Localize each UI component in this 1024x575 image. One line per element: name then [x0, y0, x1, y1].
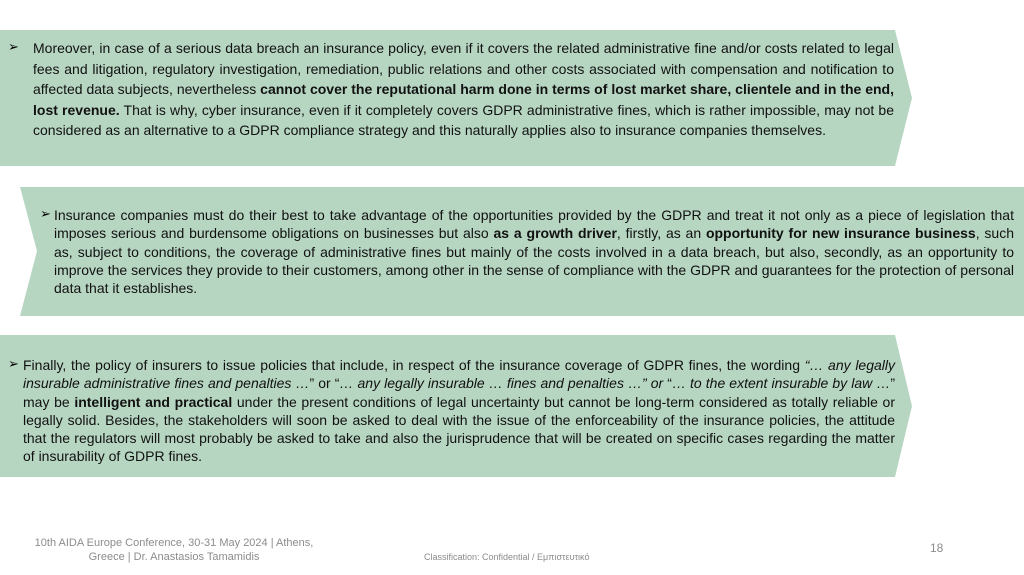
text-segment: Insurance companies must do their best to take advantage of the opportunities provided by the GDPR and treat it not only as a piece of legislation that imposes serious and burdensome obligations on businesses but also — [54, 207, 1014, 242]
arrow-bullet-icon: ➢ — [8, 40, 19, 55]
bold-text-segment: intelligent and practical — [74, 393, 233, 410]
bullet-paragraph-1 — [33, 38, 894, 141]
bullet-item-3 — [8, 356, 895, 466]
bullet-item-2 — [40, 206, 1014, 297]
footer-conference: 10th AIDA Europe Conference, 30-31 May 2024 | Athens, Greece | Dr. Anastasios Tamamidis — [34, 537, 314, 563]
bold-text-segment: opportunity for new insurance business — [705, 225, 976, 242]
text-segment: Moreover, in case of a serious data breach an insurance policy, even if it covers the related administrative fine and/or costs related to legal fees and litigation, regulatory investigation, remediation, public relations and other costs associated with compensation and notification to affected data subjects, nevertheless — [33, 40, 894, 97]
text-segment: “ — [667, 375, 672, 392]
arrow-bullet-icon: ➢ — [8, 357, 19, 372]
arrow-bullet-icon: ➢ — [40, 207, 51, 222]
text-segment: under the present conditions of legal uncertainty but cannot be long-term considered as totally reliable or legally solid. Besides, the stakeholders will soon be asked to deal with the issue of the enforceability of the insurance policies, the attitude that the regulators will most probably be asked to take and also the jurisprudence that will be created on specific cases regarding the matter of insurability of GDPR fines. — [23, 393, 895, 465]
bullet-paragraph-2 — [54, 206, 1014, 297]
bullet-paragraph-3 — [23, 356, 895, 466]
text-segment: ” may be — [23, 375, 895, 410]
bullet-item-1 — [8, 38, 894, 141]
footer-classification: Classification: Confidential / Εμπιστευτικό — [424, 552, 590, 562]
italic-text-segment: … to the extent insurable by law … — [671, 375, 891, 392]
bold-text-segment: as a growth driver — [493, 225, 617, 242]
text-segment: That is why, cyber insurance, even if it completely covers GDPR administrative fines, which is rather impossible, may not be considered as an alternative to a GDPR compliance strategy and this naturally applies also to insurance companies themselves. — [33, 101, 894, 138]
text-segment: , such as, subject to conditions, the coverage of administrative fines but mainly of the costs involved in a data breach, but also, secondly, as an opportunity to improve the services they provide to their customers, among other in the sense of compliance with the GDPR and guarantees for the protection of personal data that it establishes. — [54, 225, 1014, 297]
italic-text-segment: “… any legally insurable administrative fines and penalties … — [23, 357, 896, 392]
bold-text-segment: cannot cover the reputational harm done in terms of lost market share, clientele and in the end, lost revenue. — [33, 81, 894, 118]
text-segment: , firstly, as an — [616, 225, 706, 242]
text-segment: ” or “ — [309, 375, 340, 392]
text-segment: Finally, the policy of insurers to issue policies that include, in respect of the insurance coverage of GDPR fines, the wording — [23, 357, 805, 373]
page-number: 18 — [930, 541, 944, 555]
italic-text-segment: … any legally insurable … fines and penalties …” or — [339, 375, 668, 392]
